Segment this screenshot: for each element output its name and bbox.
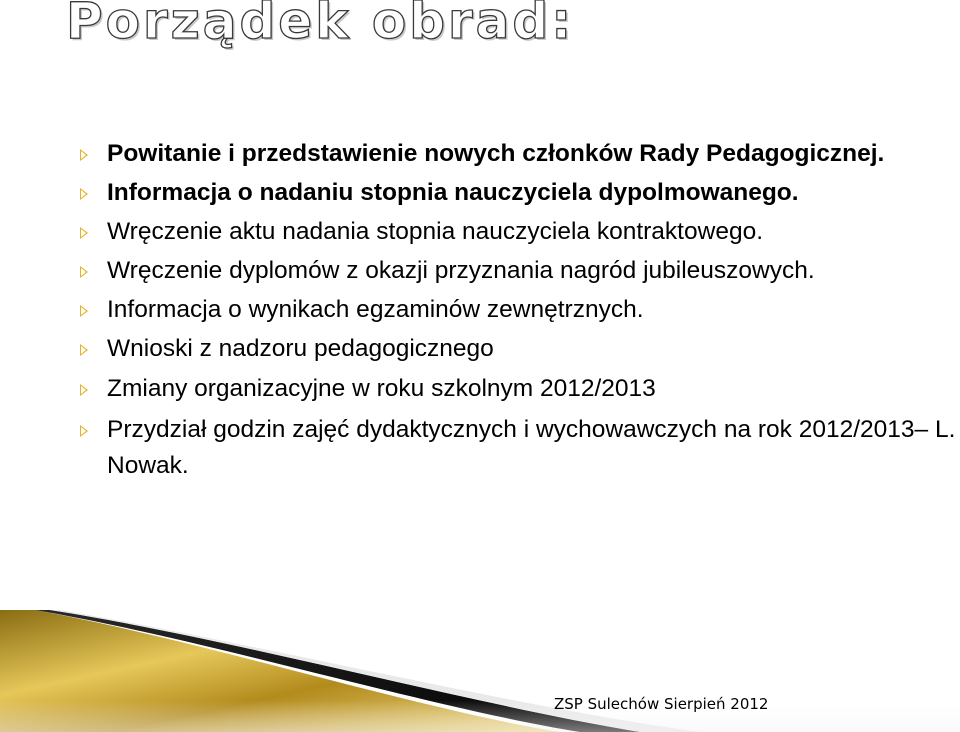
agenda-item — [78, 371, 958, 407]
agenda-item-text: Powitanie i przedstawienie nowych członków Rady Pedagogicznej. — [107, 140, 885, 167]
agenda-item — [78, 136, 958, 172]
bullet-arrow-icon — [80, 384, 88, 396]
agenda-item — [78, 331, 958, 367]
agenda-item-text: Zmiany organizacyjne w roku szkolnym 2012/2013 — [107, 375, 656, 402]
bullet-arrow-icon — [80, 188, 88, 200]
agenda-item-text: Wręczenie dyplomów z okazji przyznania nagród jubileuszowych. — [107, 257, 815, 284]
agenda-list — [78, 136, 958, 484]
agenda-item-text: Wnioski z nadzoru pedagogicznego — [107, 335, 494, 362]
agenda-item-text: Przydział godzin zajęć dydaktycznych i wychowawczych na rok 2012/2013– L. Nowak. — [107, 416, 956, 479]
bullet-arrow-icon — [80, 305, 88, 317]
bullet-arrow-icon — [80, 344, 88, 356]
agenda-item — [78, 214, 958, 250]
slide-title: Porządek obrad: — [66, 0, 575, 50]
bullet-arrow-icon — [80, 149, 88, 161]
agenda-item — [78, 175, 958, 211]
footer-swoosh-decoration — [0, 600, 960, 732]
footer-text: ZSP Sulechów Sierpień 2012 — [554, 695, 769, 713]
bullet-arrow-icon — [80, 425, 88, 437]
agenda-item — [78, 253, 958, 289]
agenda-item-text: Informacja o nadaniu stopnia nauczyciela dypolmowanego. — [107, 179, 799, 206]
bullet-arrow-icon — [80, 227, 88, 239]
bullet-arrow-icon — [80, 266, 88, 278]
agenda-item — [78, 412, 958, 484]
agenda-item-text: Wręczenie aktu nadania stopnia nauczyciela kontraktowego. — [107, 218, 763, 245]
agenda-item-text: Informacja o wynikach egzaminów zewnętrznych. — [107, 296, 644, 323]
agenda-item — [78, 292, 958, 328]
